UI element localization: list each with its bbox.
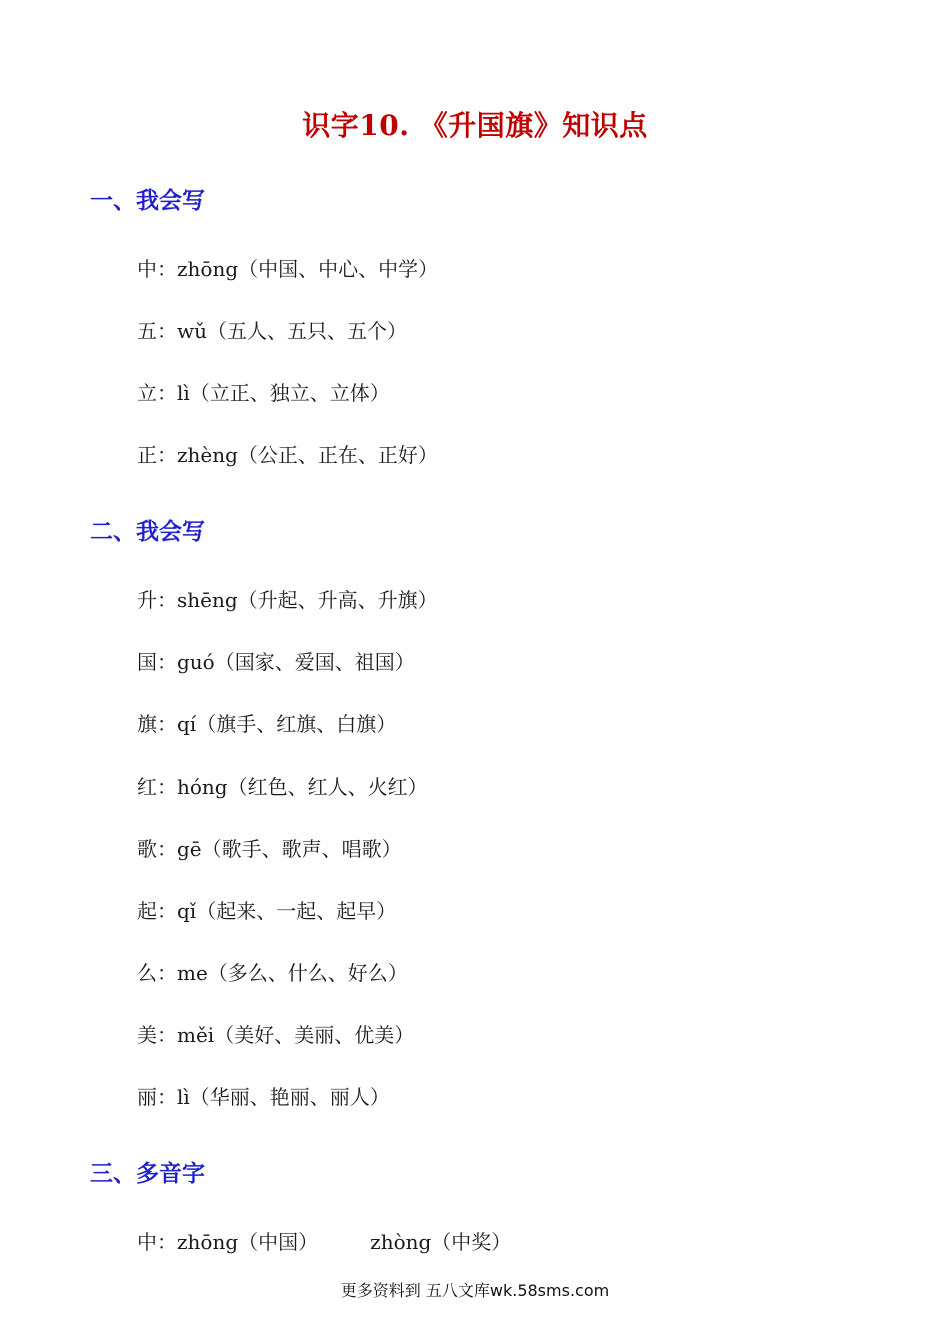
character-entry: 么：me（多么、什么、好么） [137, 961, 408, 985]
footer-source-link[interactable]: 更多资料到 五八文库wk.58sms.com [340, 1281, 610, 1300]
character-entry: 红：hóng（红色、红人、火红） [137, 775, 428, 799]
polyphone-entry [137, 1228, 511, 1256]
character-entry: 五：wǔ（五人、五只、五个） [137, 319, 407, 343]
polyphone-reading-1: 中：zhōng（中国） [137, 1230, 319, 1254]
character-entry: 立：lì（立正、独立、立体） [137, 381, 390, 405]
character-entry: 丽：lì（华丽、艳丽、丽人） [137, 1085, 390, 1109]
section-heading-1: 一、我会写 [90, 187, 205, 214]
character-entry: 起：qǐ（起来、一起、起早） [137, 899, 397, 923]
character-entry: 歌：gē（歌手、歌声、唱歌） [137, 837, 402, 861]
page-title: 识字10. 《升国旗》知识点 [302, 109, 648, 142]
polyphone-reading-2: zhòng（中奖） [370, 1230, 512, 1254]
section-heading-2: 二、我会写 [90, 518, 205, 545]
character-entry: 正：zhèng（公正、正在、正好） [137, 443, 438, 467]
character-entry: 旗：qí（旗手、红旗、白旗） [137, 712, 397, 736]
character-entry: 升：shēng（升起、升高、升旗） [137, 588, 438, 612]
character-entry: 国：guó（国家、爱国、祖国） [137, 650, 415, 674]
section-heading-3: 三、多音字 [90, 1160, 205, 1187]
character-entry: 美：měi（美好、美丽、优美） [137, 1023, 415, 1047]
character-entry: 中：zhōng（中国、中心、中学） [137, 257, 439, 281]
